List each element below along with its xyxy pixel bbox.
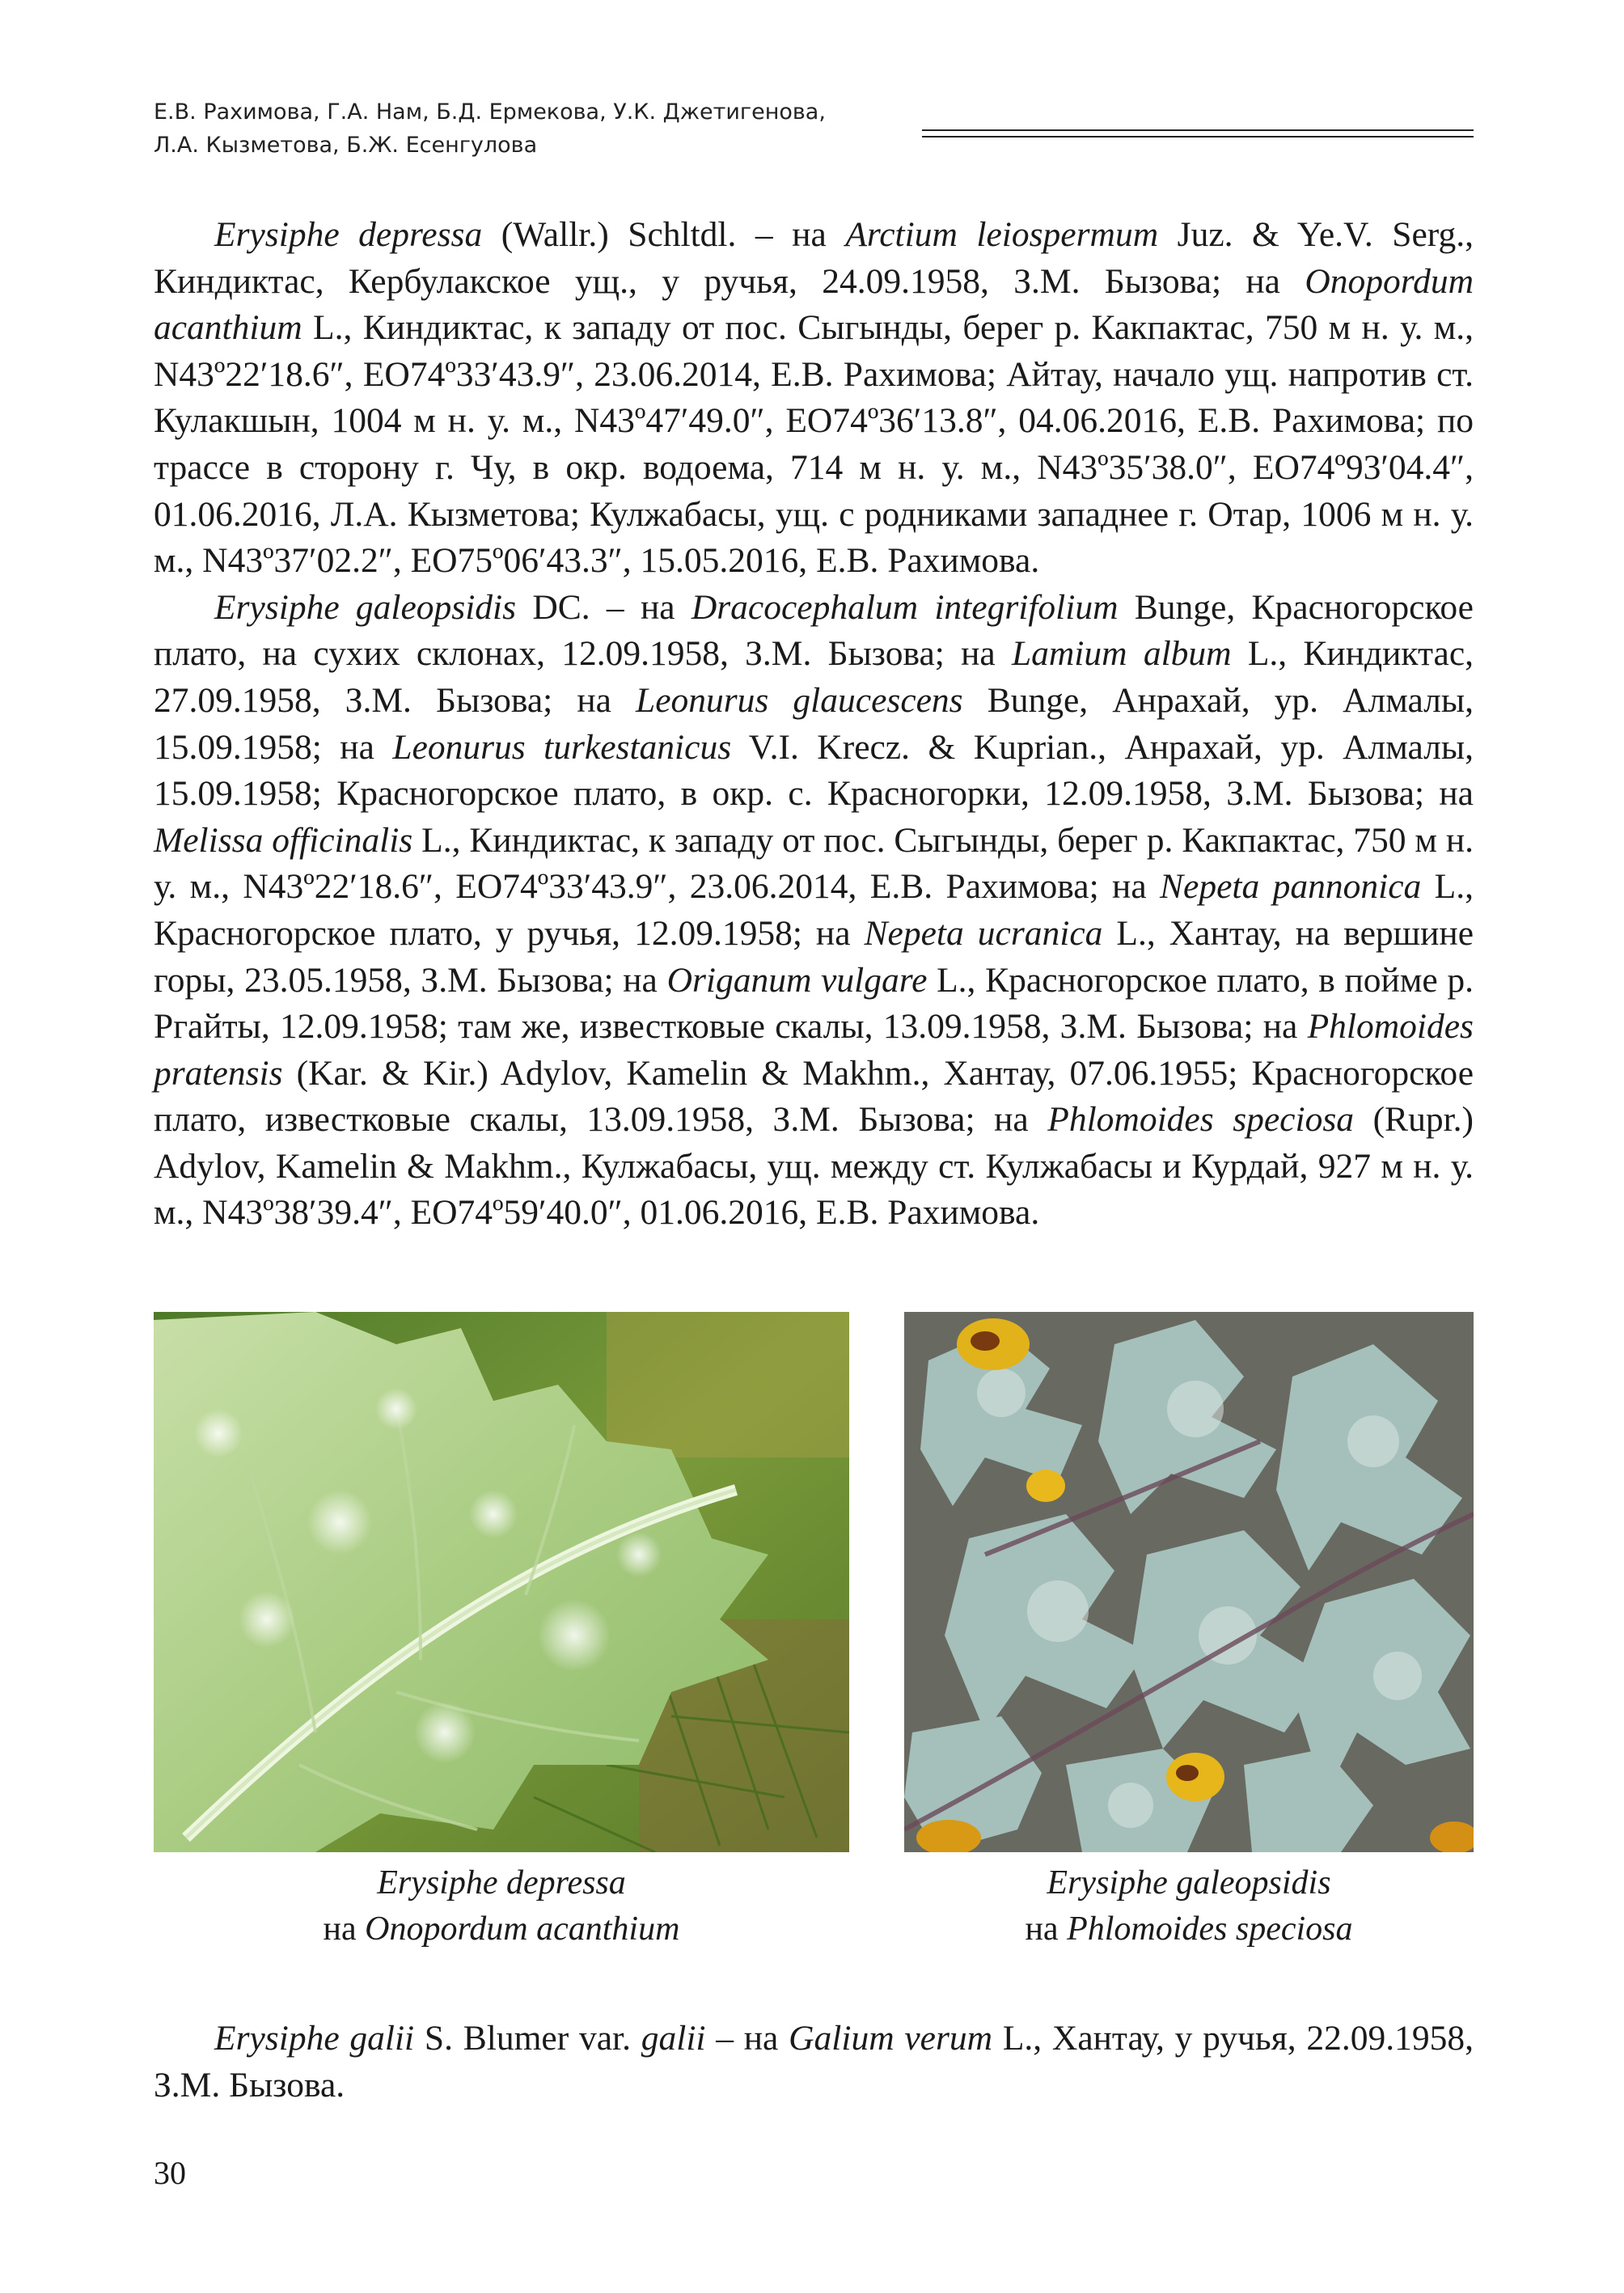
host-name: Nepeta ucranica <box>864 913 1103 953</box>
taxon-name: Erysiphe depressa <box>214 215 483 254</box>
authors-line-1: Е.В. Рахимова, Г.А. Нам, Б.Д. Ермекова, У.К. Джетигенова, <box>154 99 826 125</box>
host-name: Arctium leiospermum <box>845 215 1159 254</box>
text-run: (Rupr.) Adylov, Kamelin & Makhm., Кулжабасы, ущ. между ст. Кулжабасы и Курдай, 927 м н. у. м., N43º38′39.4″, EO74º59′40.0″, 01.06.2016, Е.В. Рахимова. <box>154 1100 1474 1233</box>
text-run: L., Киндиктас, 27.09.1958, З.М. Бызова; на <box>154 634 1474 720</box>
text-run: Bunge, Анрахай, ур. Алмалы, 15.09.1958; на <box>154 680 1474 767</box>
host-name: Galium verum <box>789 2019 993 2058</box>
leaf-photo-illustration <box>154 1312 849 1852</box>
authors-line-2: Л.А. Кызметова, Б.Ж. Есенгулова <box>154 133 538 158</box>
body-text-top <box>154 212 1474 1237</box>
caption-species: Erysiphe galeopsidis <box>1047 1864 1331 1902</box>
host-name: Dracocephalum integrifolium <box>691 587 1119 627</box>
body-text-bottom <box>154 2016 1474 2109</box>
leaves-photo-illustration <box>904 1312 1474 1852</box>
photo-erysiphe-depressa <box>154 1312 849 1852</box>
text-run: S. Blumer var. <box>414 2019 641 2058</box>
host-name: Phlomoides speciosa <box>1047 1100 1355 1140</box>
caption-host: Phlomoides speciosa <box>1067 1910 1353 1948</box>
host-name: Leonurus glaucescens <box>636 680 963 720</box>
text-run: L., Хантау, на вершине горы, 23.05.1958, З.М. Бызова; на <box>154 913 1474 1000</box>
text-run: V.I. Krecz. & Kuprian., Анрахай, ур. Алмалы, 15.09.1958; Красногорское плато, в окр. с. Красногорки, 12.09.1958, З.М. Бызова; на <box>154 727 1474 814</box>
taxon-name: Erysiphe galii <box>214 2019 415 2058</box>
caption-host: Onopordum acanthium <box>365 1910 680 1948</box>
text-run: Juz. & Ye.V. Serg., Киндиктас, Кербулакское ущ., у ручья, 24.09.1958, З.М. Бызова; на <box>154 215 1474 301</box>
caption-species: Erysiphe depressa <box>377 1864 626 1902</box>
taxon-variety: galii <box>641 2019 706 2058</box>
host-name: Leonurus turkestanicus <box>392 727 732 767</box>
text-run: L., Киндиктас, к западу от пос. Сыгынды, берег р. Какпактас, 750 м н. у. м., N43º22′18.6″, EO74º33′43.9″, 23.06.2014, Е.В. Рахимова; Айтау, начало ущ. напротив ст. Кулакшын, 1004 м н. у. м., N43º47′49.0″, EO74º36′13.8″, 04.06.2016, Е.В. Рахимова; по трассе в сторону г. Чу, в окр. водоема, 714 м н. у. м., N43º35′38.0″, EO74º93′04.4″, 01.06.2016, Л.А. Кызметова; Кулжабасы, ущ. с родниками западнее г. Отар, 1006 м н. у. м., N43º37′02.2″, EO75º06′43.3″, 15.05.2016, Е.В. Рахимова. <box>154 308 1474 581</box>
text-run: L., Хантау, у ручья, 22.09.1958, З.М. Бызова. <box>154 2019 1474 2105</box>
text-run: (Kar. & Kir.) Adylov, Kamelin & Makhm., Хантау, 07.06.1955; Красногорское плато, известковые скалы, 13.09.1958, З.М. Бызова; на <box>154 1053 1474 1140</box>
header-double-rule <box>922 129 1474 137</box>
host-name: Lamium album <box>1011 634 1232 674</box>
figure-caption-right <box>904 1860 1474 1952</box>
paragraph-erysiphe-depressa <box>154 212 1474 585</box>
text-run: DC. – на <box>516 587 691 627</box>
paragraph-erysiphe-galii <box>154 2016 1474 2109</box>
host-name: Nepeta pannonica <box>1160 867 1422 907</box>
paragraph-erysiphe-galeopsidis <box>154 585 1474 1237</box>
text-run: Bunge, Красногорское плато, на сухих склонах, 12.09.1958, З.М. Бызова; на <box>154 587 1474 674</box>
caption-prefix: на <box>1025 1910 1068 1948</box>
host-name: Onopordum acanthium <box>154 261 1474 348</box>
host-name: Melissa officinalis <box>154 820 413 860</box>
figure-caption-left <box>154 1860 849 1952</box>
text-run: L., Киндиктас, к западу от пос. Сыгынды, берег р. Какпактас, 750 м н. у. м., N43º22′18.6″, EO74º33′43.9″, 23.06.2014, Е.В. Рахимова; на <box>154 820 1474 907</box>
caption-prefix: на <box>323 1910 366 1948</box>
text-run: (Wallr.) Schltdl. – на <box>482 215 846 254</box>
host-name: Origanum vulgare <box>666 960 928 1000</box>
text-run: L., Красногорское плато, у ручья, 12.09.1958; на <box>154 867 1474 953</box>
text-run: L., Красногорское плато, в пойме р. Ргайты, 12.09.1958; там же, известковые скалы, 13.09.1958, З.М. Бызова; на <box>154 960 1474 1047</box>
running-header-authors <box>154 95 882 162</box>
text-run: – на <box>705 2019 789 2058</box>
page-number: 30 <box>154 2155 186 2191</box>
taxon-name: Erysiphe galeopsidis <box>214 587 517 627</box>
photo-erysiphe-galeopsidis <box>904 1312 1474 1852</box>
host-name: Phlomoides pratensis <box>154 1007 1474 1093</box>
